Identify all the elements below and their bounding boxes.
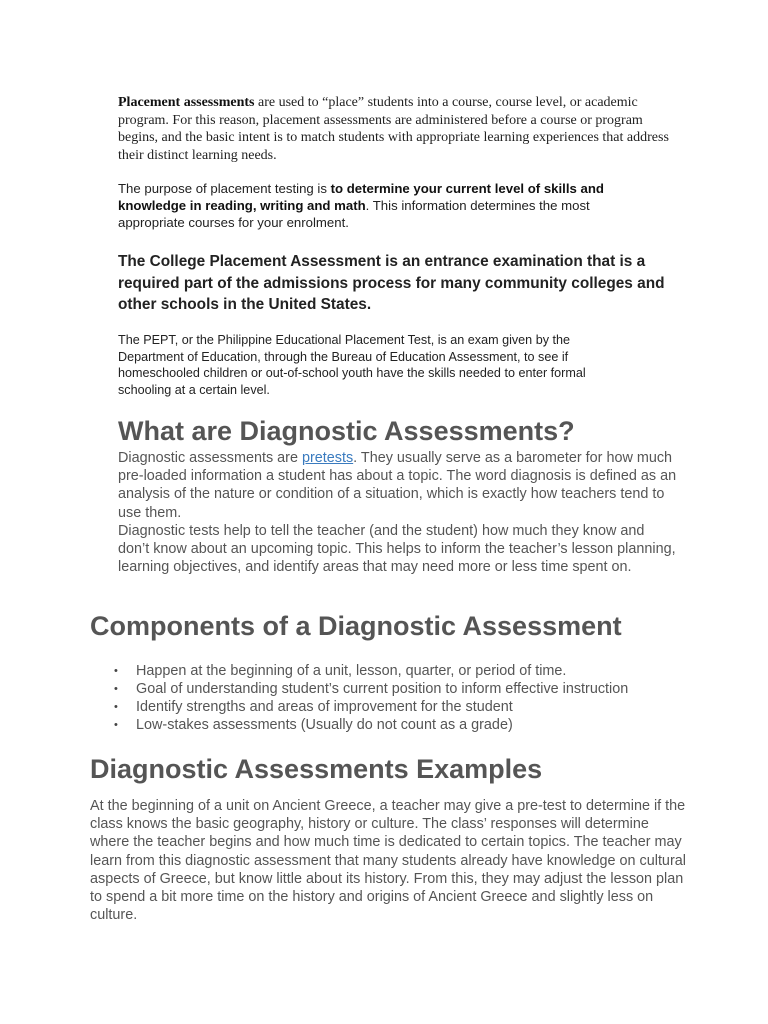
college-placement-paragraph: The College Placement Assessment is an entrance examination that is a required part of the admissions process for many community colleges and other schools in the United States.: [118, 253, 665, 313]
purpose-paragraph: [118, 180, 658, 231]
placement-text: are used to “place” students into a course, course level, or academic program. For this reason, placement assessments are administered before a course or program begins, and the basic intent is to match students with appropriate learning experiences that address their distinct learning needs.: [118, 95, 669, 163]
components-heading: Components of a Diagnostic Assessment: [90, 611, 622, 641]
pretests-link[interactable]: pretests: [301, 450, 354, 466]
list-item-text: Goal of understanding student’s current position to inform effective instruction: [136, 681, 629, 697]
list-item-text: Low-stakes assessments (Usually do not count as a grade): [136, 717, 513, 733]
diagnostic-rest: . They usually serve as a barometer for how much pre-loaded information a student has about a topic. The word diagnosis is defined as an analysis of the nature or condition of a situation, which is exactly how teachers tend to use them.: [118, 450, 677, 521]
purpose-lead: The purpose of placement testing is: [118, 181, 331, 196]
diagnostic-lead: Diagnostic assessments are: [118, 450, 302, 466]
list-item: [90, 716, 690, 734]
placement-bold-lead: Placement assessments: [118, 95, 255, 110]
components-list: [90, 662, 690, 734]
purpose-rest: . This information determines the most appropriate courses for your enrolment.: [118, 198, 590, 230]
examples-paragraph: At the beginning of a unit on Ancient Greece, a teacher may give a pre-test to determine if the class knows the basic geography, history or culture. The class’ responses will determine where the teacher begins and how much time is dedicated to certain topics. The teacher may learn from this diagnostic assessment that many students already have knowledge on cultural aspects of Greece, but know little about its history. From this, they may adjust the lesson plan to spend a bit more time on the history and origins of Ancient Greece and slightly less on culture.: [90, 798, 686, 924]
placement-paragraph: [118, 94, 686, 164]
diagnostic-paragraph: [118, 449, 678, 576]
pept-paragraph: The PEPT, or the Philippine Educational Placement Test, is an exam given by the Department of Education, through the Bureau of Education Assessment, to see if homeschooled children or out-of-school youth have the skills needed to enter formal schooling at a certain level.: [118, 333, 586, 397]
list-item-text: Identify strengths and areas of improvement for the student: [136, 699, 513, 715]
list-item-text: Happen at the beginning of a unit, lesson, quarter, or period of time.: [136, 663, 567, 679]
bullet-icon: •: [114, 701, 118, 713]
diagnostic-heading: What are Diagnostic Assessments?: [118, 416, 575, 446]
purpose-bold: to determine your current level of skills and knowledge in reading, writing and math: [118, 181, 604, 213]
list-item: [90, 662, 690, 680]
bullet-icon: •: [114, 719, 118, 731]
examples-heading: Diagnostic Assessments Examples: [90, 754, 543, 784]
bullet-icon: •: [114, 683, 118, 695]
list-item: [90, 698, 690, 716]
list-item: [90, 680, 690, 698]
diagnostic-second: Diagnostic tests help to tell the teacher (and the student) how much they know and don’t know about an upcoming topic. This helps to inform the teacher’s lesson planning, learning objectives, and identify areas that may need more or less time spent on.: [118, 522, 676, 576]
bullet-icon: •: [114, 665, 118, 677]
